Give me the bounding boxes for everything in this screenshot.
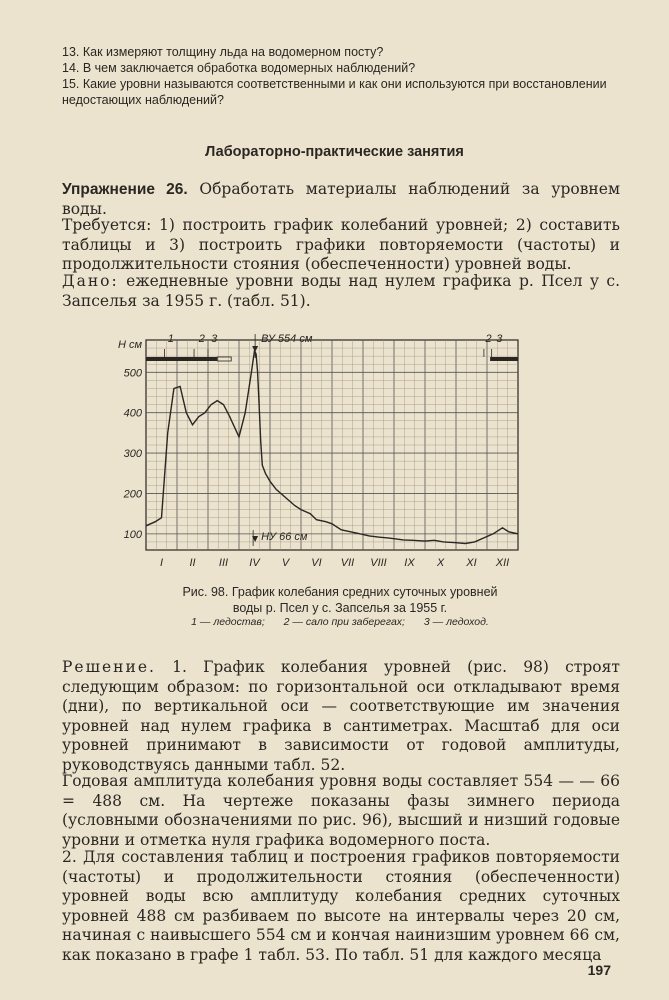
figure-caption-line2: воды р. Псел у с. Запселья за 1955 г. [232, 601, 448, 615]
low-level-label: НУ 66 см [261, 531, 308, 543]
x-tick-label: XI [466, 557, 477, 569]
chart-grid [146, 340, 518, 550]
y-tick-label: 400 [123, 407, 142, 420]
given-text: ежедневные уровни воды над нулем графика р. Псел у с. Запселья за 1955 г. (табл. 51). [62, 272, 621, 310]
water-level-chart [110, 318, 530, 580]
phase-mark-label: 3 [496, 333, 503, 345]
question-14: 14. В чем заключается обработка водомерных наблюдений? [62, 61, 416, 75]
phase-mark-label: 3 [211, 333, 218, 345]
x-tick-label: IX [404, 557, 415, 569]
exercise-label: Упражнение 26. [62, 181, 188, 198]
given-paragraph [62, 272, 620, 311]
x-tick-label: II [189, 557, 196, 569]
ice-drift-bar [217, 357, 231, 361]
requirements-paragraph: Требуется: 1) построить график колебаний уровней; 2) составить таблицы и 3) построить графики повторяемости (частоты) и продолжительности стояния (обеспеченности) уровней воды. [62, 216, 620, 274]
x-tick-label: VIII [370, 557, 387, 569]
y-axis-label: Н см [118, 339, 143, 351]
y-tick-label: 100 [123, 528, 142, 541]
exercise-paragraph [62, 180, 620, 219]
page-number: 197 [587, 962, 611, 978]
x-tick-label: IV [249, 557, 260, 569]
figure-legend [100, 616, 580, 628]
question-15: 15. Какие уровни называются соответственными и как они используются при восстановлении недостающих наблюдений? [62, 77, 607, 107]
legend-item-3: 3 — ледоход. [423, 616, 489, 628]
phase-mark-label: 1 [167, 333, 174, 345]
section-title: Лабораторно-практические занятия [205, 144, 464, 160]
solution-paragraph-1 [62, 658, 620, 776]
y-tick-label: 300 [123, 448, 142, 461]
y-tick-label: 500 [123, 367, 142, 380]
x-tick-label: XII [495, 557, 510, 569]
legend-item-2: 2 — сало при заберегах; [283, 616, 405, 628]
solution-paragraph-2: Годовая амплитуда колебания уровня воды составляет 554 — — 66 = 488 см. На чертеже показаны фазы зимнего периода (условными обозначениями по рис. 96), высший и низший годовые уровни и отметка нуля графика водомерного поста. [62, 772, 620, 849]
high-level-label: ВУ 554 см [261, 333, 313, 345]
figure-caption-line1: Рис. 98. График колебания средних суточных уровней [182, 585, 498, 599]
exercise-text: Обработать материалы наблюдений за уровнем воды. [62, 180, 620, 218]
x-tick-label: III [218, 557, 229, 569]
given-label: Дано: [62, 272, 119, 290]
ice-cover-bar [146, 357, 217, 361]
x-tick-label: VI [311, 557, 322, 569]
solution-text-1: 1. График колебания уровней (рис. 98) строят следующим образом: по горизонтальной оси откладывают время (дни), по вертикальной оси — соответствующие им значения уровней над нулем графика в сантиметрах. Масштаб для оси уровней принимают в зависимости от годовой амплитуды, руководствуясь данными табл. 52. [62, 658, 620, 774]
question-13: 13. Как измеряют толщину льда на водомерном посту? [62, 45, 384, 59]
solution-label: Решение. [62, 658, 156, 676]
phase-mark-label: 2 [485, 333, 492, 345]
y-tick-label: 200 [123, 488, 142, 501]
ice-cover-bar-dec [490, 357, 518, 361]
solution-paragraph-3: 2. Для составления таблиц и построения графиков повторяемости (частоты) и продолжительности стояния (обеспеченности) уровней воды всю амплитуду колебания средних суточных уровней 488 см разбиваем по высоте на интервалы через 20 см, начиная с наивысшего 554 см и кончая наинизшим уровнем 66 см, как показано в графе 1 табл. 53. По табл. 51 для каждого месяца [62, 848, 620, 964]
x-tick-label: V [281, 557, 290, 569]
phase-mark-label: 2 [198, 333, 205, 345]
high-marker-arrow [252, 346, 258, 352]
x-tick-label: X [436, 557, 445, 569]
x-tick-label: VII [340, 557, 355, 569]
x-tick-label: I [159, 557, 164, 569]
legend-item-1: 1 — ледостав; [191, 616, 265, 628]
